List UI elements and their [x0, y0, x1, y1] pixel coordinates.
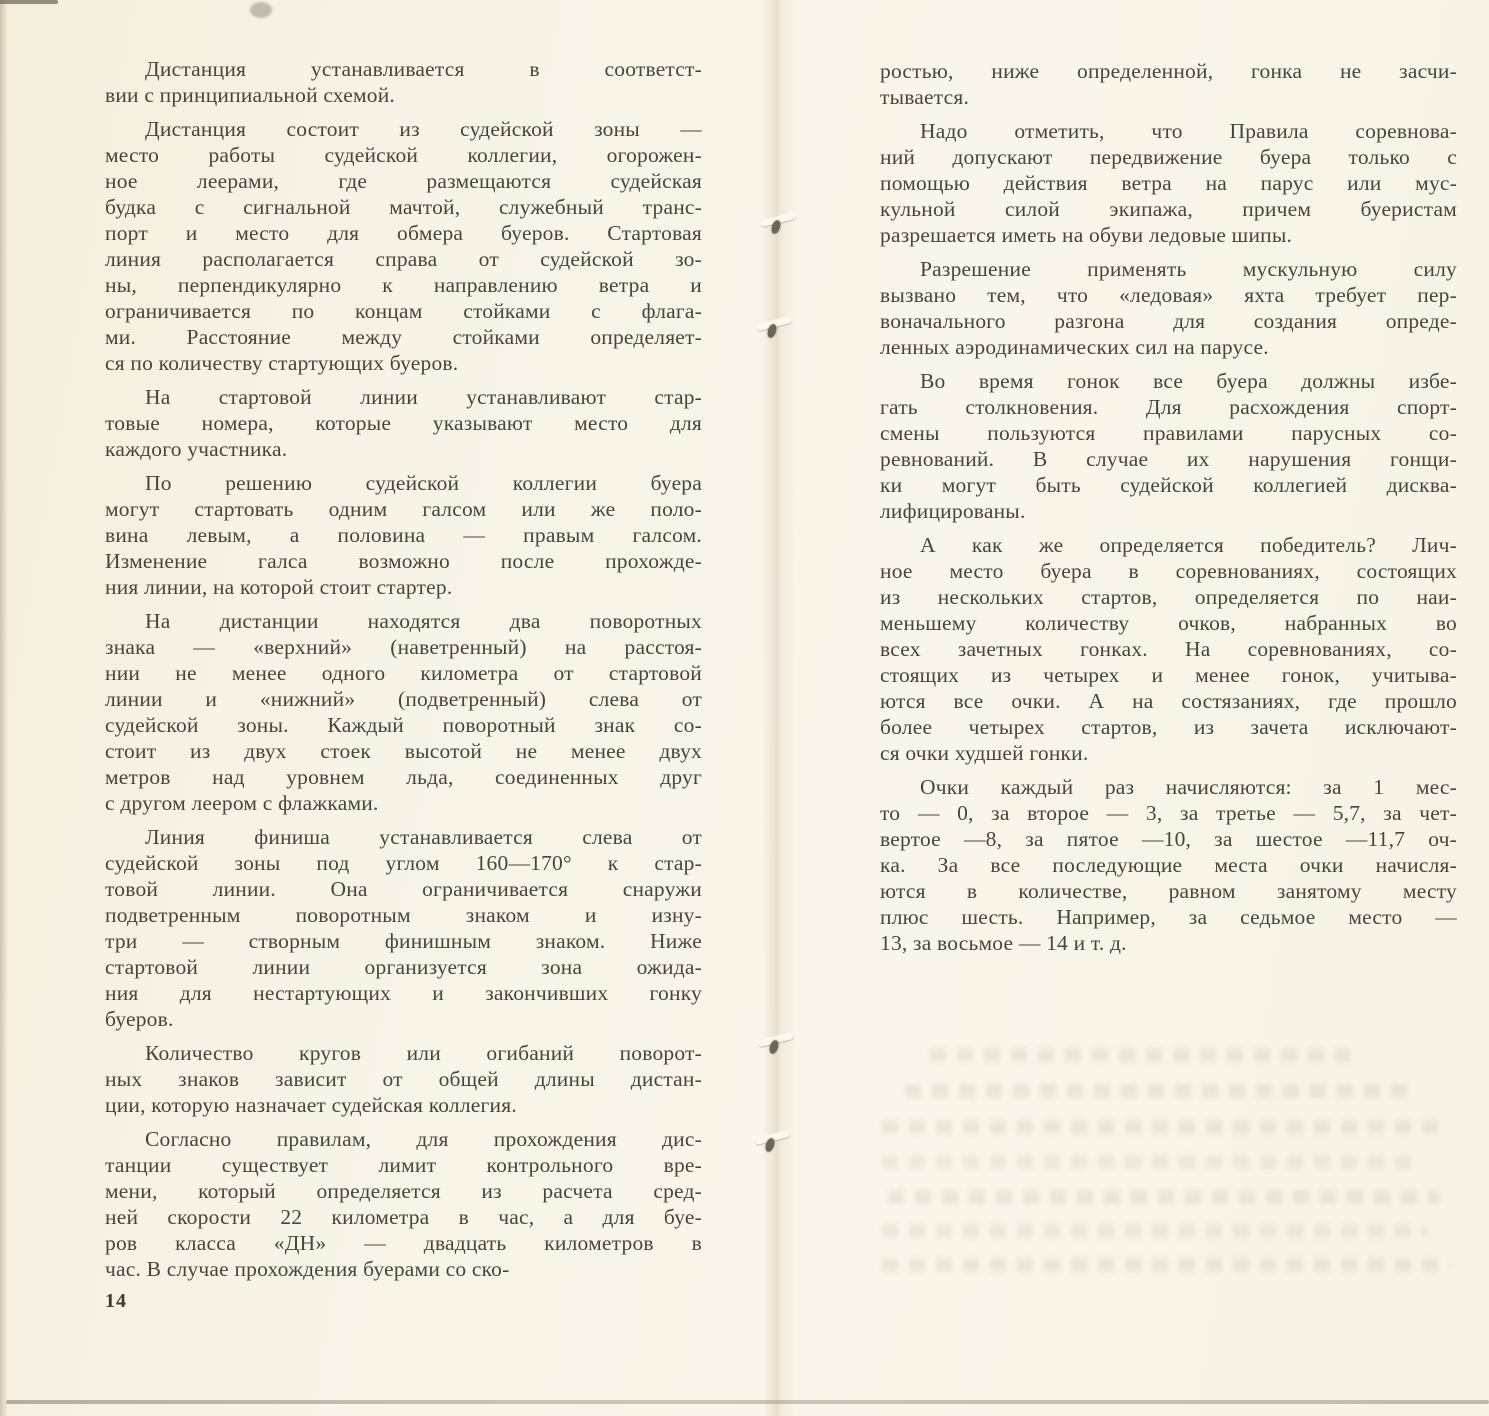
text-line: более четырех стартов, из зачета исключают- [880, 715, 1457, 739]
text-line: линия располагается справа от судейской зо- [105, 247, 702, 271]
paragraph [105, 376, 702, 462]
text-line: ных знаков зависит от общей длины дистан- [105, 1067, 702, 1091]
text-line: каждого участника. [105, 437, 288, 461]
bleedthrough-text [888, 1190, 1440, 1204]
text-line: ции, которую назначает судейская коллегия. [105, 1093, 517, 1117]
page-number: 14 [105, 1290, 127, 1312]
text-line: вии с принципиальной схемой. [105, 83, 396, 107]
paragraph [105, 108, 702, 376]
bleedthrough-text [882, 1258, 1450, 1272]
text-line: По решению судейской коллегии буера [145, 471, 702, 495]
text-line: Во время гонок все буера должны избе- [920, 369, 1457, 393]
text-line: мени, который определяется из расчета сред- [105, 1179, 702, 1203]
text-line: линии и «нижний» (подветренный) слева от [105, 687, 702, 711]
text-line: порт и место для обмера буеров. Стартовая [105, 221, 702, 245]
text-line: с другом леером с флажками. [105, 791, 379, 815]
text-line: смены пользуются правилами парусных со- [880, 421, 1457, 445]
text-line: Линия финиша устанавливается слева от [145, 825, 702, 849]
binding-stitch [758, 208, 798, 242]
paragraph [880, 360, 1457, 524]
text-line: ки могут быть судейской коллегией дисква- [880, 473, 1457, 497]
scan-bottom-edge [6, 1400, 1489, 1404]
binding-stitch [756, 1028, 796, 1062]
binding-stitch [754, 312, 794, 346]
text-line: гать столкновения. Для расхождения спорт- [880, 395, 1457, 419]
text-line: На стартовой линии устанавливают стар- [145, 385, 702, 409]
text-line: На дистанции находятся два поворотных [145, 609, 702, 633]
text-line: могут стартовать одним галсом или же поло- [105, 497, 702, 521]
paragraph [880, 766, 1457, 956]
text-line: три — створным финишным знаком. Ниже [105, 929, 702, 953]
scan-left-edge [0, 0, 8, 1416]
text-line: Разрешение применять мускульную силу [920, 257, 1457, 281]
text-line: ми. Расстояние между стойками определяет- [105, 325, 702, 349]
text-line: место работы судейской коллегии, огорожен- [105, 143, 702, 167]
text-line: судейской зоны под углом 160—170° к стар- [105, 851, 702, 875]
bleedthrough-text [882, 1224, 1427, 1238]
text-line: ней скорости 22 километра в час, а для буе- [105, 1205, 702, 1229]
paragraph [880, 248, 1457, 360]
text-line: стоит из двух стоек высотой не менее двух [105, 739, 702, 763]
text-line: воначального разгона для создания опреде- [880, 309, 1457, 333]
right-page-text-column [880, 58, 1457, 956]
text-line: будка с сигнальной мачтой, служебный транс- [105, 195, 702, 219]
text-line: судейской зоны. Каждый поворотный знак со- [105, 713, 702, 737]
text-line: стартовой линии организуется зона ожида- [105, 955, 702, 979]
text-line: А как же определяется победитель? Лич- [920, 533, 1457, 557]
paragraph [105, 600, 702, 816]
text-line: подветренным поворотным знаком и изну- [105, 903, 702, 927]
text-line: то — 0, за второе — 3, за третье — 5,7, за чет- [880, 801, 1457, 825]
text-line: разрешается иметь на обуви ледовые шипы. [880, 223, 1293, 247]
paragraph [105, 1118, 702, 1282]
text-line: вина левым, а половина — правым галсом. [105, 523, 702, 547]
text-line: лифицированы. [880, 499, 1026, 523]
text-line: ются в количестве, равном занятому месту [880, 879, 1457, 903]
text-line: знака — «верхний» (наветренный) на расстоя- [105, 635, 702, 659]
text-line: ний допускают передвижение буера только с [880, 145, 1457, 169]
text-line: ленных аэродинамических сил на парусе. [880, 335, 1269, 359]
text-line: Дистанция состоит из судейской зоны — [145, 117, 702, 141]
text-line: метров над уровнем льда, соединенных друг [105, 765, 702, 789]
text-line: ное леерами, где размещаются судейская [105, 169, 702, 193]
paragraph [880, 58, 1457, 110]
text-line: стоящих из четырех и менее гонок, учитыва- [880, 663, 1457, 687]
text-line: ются все очки. А на состязаниях, где прошло [880, 689, 1457, 713]
bleedthrough-text [882, 1120, 1442, 1134]
paragraph [105, 462, 702, 600]
bleedthrough-text [882, 1155, 1422, 1169]
paragraph [105, 1032, 702, 1118]
text-line: ны, перпендикулярно к направлению ветра и [105, 273, 702, 297]
text-line: всех зачетных гонках. На соревнованиях, со- [880, 637, 1457, 661]
text-line: меньшему количеству очков, набранных во [880, 611, 1457, 635]
text-line: вертое —8, за пятое —10, за шестое —11,7 оч- [880, 827, 1457, 851]
text-line: ся очки худшей гонки. [880, 741, 1089, 765]
text-line: из нескольких стартов, определяется по наи- [880, 585, 1457, 609]
paragraph [105, 56, 702, 108]
smudge [250, 2, 272, 18]
text-line: ростью, ниже определенной, гонка не засчи- [880, 59, 1457, 83]
text-line: Количество кругов или огибаний поворот- [145, 1041, 702, 1065]
text-line: Очки каждый раз начисляются: за 1 мес- [920, 775, 1457, 799]
binding-stitch [752, 1126, 792, 1160]
text-line: ся по количеству стартующих буеров. [105, 351, 459, 375]
text-line: ревнований. В случае их нарушения гонщи- [880, 447, 1457, 471]
paragraph [105, 816, 702, 1032]
text-line: тывается. [880, 85, 970, 109]
paragraph [880, 110, 1457, 248]
text-line: Изменение галса возможно после прохожде- [105, 549, 702, 573]
text-line: Согласно правилам, для прохождения дис- [145, 1127, 702, 1151]
text-line: танции существует лимит контрольного вре- [105, 1153, 702, 1177]
scan-top-edge [0, 0, 58, 4]
text-line: нии не менее одного километра от стартовой [105, 661, 702, 685]
text-line: вызвано тем, что «ледовая» яхта требует пер- [880, 283, 1457, 307]
paragraph [880, 524, 1457, 766]
text-line: буеров. [105, 1007, 174, 1031]
text-line: помощью действия ветра на парус или мус- [880, 171, 1457, 195]
left-page-text-column [105, 56, 702, 1282]
text-line: Дистанция устанавливается в соответст- [145, 57, 702, 81]
text-line: ка. За все последующие места очки начисля- [880, 853, 1457, 877]
text-line: ограничивается по концам стойками с флага- [105, 299, 702, 323]
text-line: ное место буера в соревнованиях, состоящих [880, 559, 1457, 583]
text-line: 13, за восьмое — 14 и т. д. [880, 931, 1127, 955]
text-line: кульной силой экипажа, причем буеристам [880, 197, 1457, 221]
text-line: ния для нестартующих и закончивших гонку [105, 981, 702, 1005]
bleedthrough-text [905, 1084, 1415, 1098]
text-line: товой линии. Она ограничивается снаружи [105, 877, 702, 901]
text-line: плюс шесть. Например, за седьмое место — [880, 905, 1457, 929]
text-line: товые номера, которые указывают место для [105, 411, 702, 435]
bleedthrough-text [930, 1048, 1350, 1062]
text-line: час. В случае прохождения буерами со ско- [105, 1257, 510, 1281]
text-line: ров класса «ДН» — двадцать километров в [105, 1231, 702, 1255]
text-line: ния линии, на которой стоит стартер. [105, 575, 453, 599]
text-line: Надо отметить, что Правила соревнова- [920, 119, 1457, 143]
